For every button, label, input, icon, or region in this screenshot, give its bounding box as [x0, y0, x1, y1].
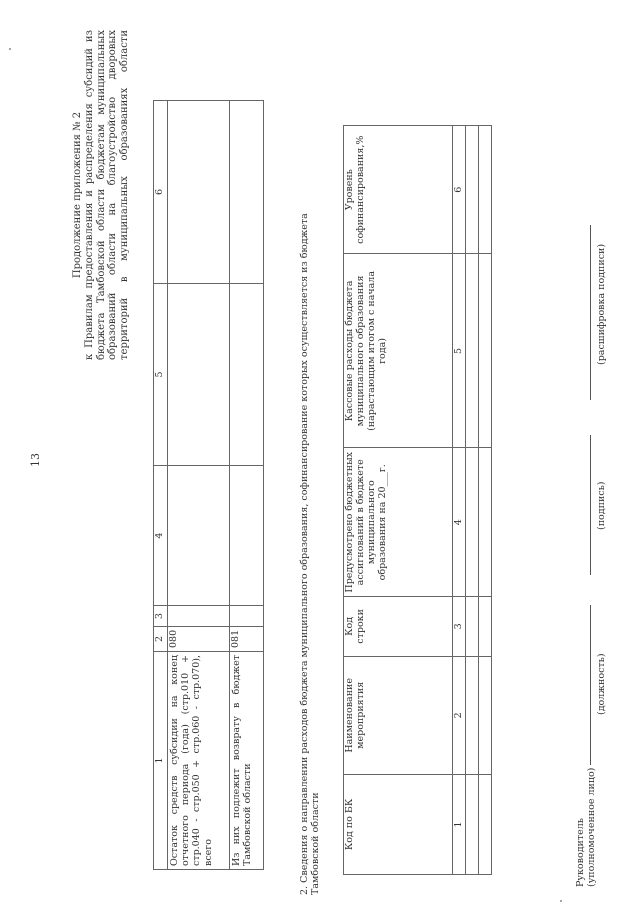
column-header: Наименование мероприятия: [344, 656, 453, 774]
scan-speck: [560, 900, 562, 902]
appendix-line: территорий в муниципальных образованиях области: [119, 30, 131, 360]
empty-cell: [466, 254, 479, 448]
empty-cell: [229, 465, 263, 605]
table-row: [167, 101, 229, 870]
empty-cell: [466, 448, 479, 597]
table-number-row: [453, 126, 466, 875]
empty-cell: [229, 283, 263, 465]
empty-cell: [479, 774, 492, 874]
column-number: 6: [154, 101, 168, 284]
column-number: 4: [453, 448, 466, 597]
column-header: Код по БК: [344, 774, 453, 874]
signature-role: [575, 768, 597, 887]
table-row: [229, 101, 263, 870]
empty-cell: [479, 597, 492, 657]
column-header: Кассовые расходы бюджета муниципального образования (нарастающим итогом с начала года): [344, 254, 453, 448]
appendix-header: [72, 30, 131, 360]
table-row: [466, 126, 479, 875]
signature-line: [589, 435, 591, 575]
appendix-line: бюджета Тамбовской области бюджетам муниципальных: [95, 30, 107, 360]
column-number: 1: [154, 652, 168, 870]
empty-cell: [466, 656, 479, 774]
empty-cell: [167, 465, 229, 605]
empty-cell: [479, 126, 492, 254]
column-number: 3: [453, 597, 466, 657]
empty-cell: [229, 101, 263, 284]
appendix-title: Продолжение приложения № 2: [72, 111, 83, 279]
row-code: 081: [229, 626, 263, 651]
empty-cell: [466, 597, 479, 657]
empty-cell: [479, 656, 492, 774]
page-number: 13: [29, 453, 42, 467]
row-description: Из них подлежит возврату в бюджет Тамбовской области: [229, 652, 263, 870]
row-description: Остаток средств субсидии на конец отчетного периода (года) (стр.010 + стр.040 - стр.050 + стр.060 - стр.070), всего: [167, 652, 229, 870]
column-number: 2: [154, 626, 168, 651]
column-number: 2: [453, 656, 466, 774]
position-line: [589, 605, 591, 765]
table-header-row: [154, 101, 168, 870]
column-header: Уровень софинансирования,%: [344, 126, 453, 254]
signature-caption: (подпись): [596, 481, 607, 530]
empty-cell: [167, 101, 229, 284]
scan-speck: [9, 48, 11, 50]
appendix-line: к Правилам предоставления и распределения субсидий из: [83, 30, 95, 360]
signature-role-line: Руководитель: [575, 818, 586, 887]
signature-role-line: (уполномоченное лицо): [586, 767, 598, 887]
balance-table: [153, 100, 264, 870]
empty-cell: [167, 283, 229, 465]
column-header: Код строки: [344, 597, 453, 657]
column-number: 5: [154, 283, 168, 465]
empty-cell: [466, 126, 479, 254]
column-number: 4: [154, 465, 168, 605]
empty-cell: [479, 448, 492, 597]
table-row: [479, 126, 492, 875]
empty-cell: [479, 254, 492, 448]
row-code: 080: [167, 626, 229, 651]
empty-cell: [466, 774, 479, 874]
decoding-caption: (расшифровка подписи): [596, 243, 607, 365]
column-number: 1: [453, 774, 466, 874]
column-header: Предусмотрено бюджетных ассигнований в бюджете муниципального образования на 20___г.: [344, 448, 453, 597]
section-2-line: Тамбовской области: [309, 792, 321, 895]
section-2-heading: [300, 15, 322, 895]
empty-cell: [167, 606, 229, 627]
section-2-line: 2. Сведения о направлении расходов бюджета муниципального образования, софинансирование которых осуществляется из бюджета: [299, 213, 310, 895]
column-number: 5: [453, 254, 466, 448]
empty-cell: [229, 606, 263, 627]
expenses-table: [343, 125, 492, 875]
column-number: 3: [154, 606, 168, 627]
column-number: 6: [453, 126, 466, 254]
decoding-line: [589, 225, 591, 400]
appendix-line: образований области на благоустройство дворовых: [107, 30, 119, 360]
position-caption: (должность): [596, 653, 607, 715]
table-header-row: [344, 126, 453, 875]
